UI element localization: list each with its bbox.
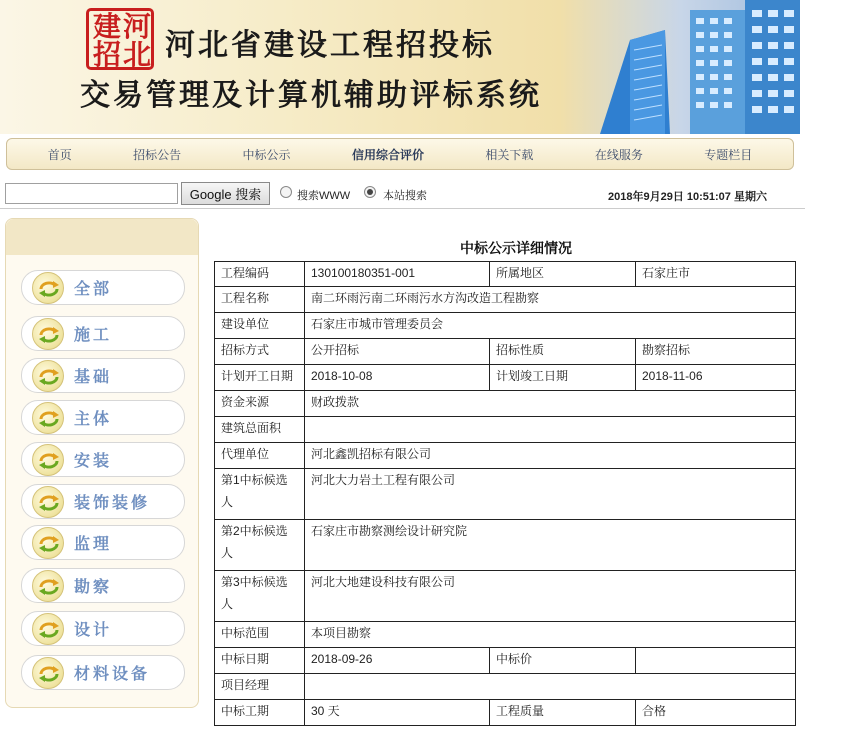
- nav-item-special-topics[interactable]: 专题栏目: [704, 147, 753, 162]
- sidebar-item-label: 装饰装修: [74, 495, 151, 512]
- seal-char: 建: [93, 10, 122, 43]
- value-plan-end: 2018-11-06: [636, 365, 796, 391]
- table-row: [215, 674, 796, 700]
- radio-search-site[interactable]: [364, 186, 376, 198]
- sidebar-item-label: 主体: [74, 411, 113, 428]
- seal-char: 北: [123, 38, 152, 71]
- value-scope: 本项目勘察: [305, 622, 796, 648]
- nav-item-tender-notice[interactable]: 招标公告: [133, 147, 182, 162]
- label-project-name: 工程名称: [215, 287, 305, 313]
- nav-item-credit-evaluation[interactable]: 信用综合评价: [351, 147, 424, 162]
- refresh-arrows-icon: [32, 272, 64, 304]
- label-candidate-3: 第3中标候选人: [215, 571, 305, 622]
- table-row: [215, 391, 796, 417]
- sidebar-item-label: 基础: [74, 369, 113, 386]
- value-project-manager: [305, 674, 796, 700]
- sidebar-item-installation[interactable]: [21, 442, 185, 477]
- label-scope: 中标范围: [215, 622, 305, 648]
- radio-search-www[interactable]: [280, 186, 292, 198]
- refresh-arrows-icon: [32, 613, 64, 645]
- divider: [0, 208, 805, 209]
- label-win-date: 中标日期: [215, 648, 305, 674]
- sidebar-item-main-structure[interactable]: [21, 400, 185, 435]
- logo-seal: [86, 8, 154, 70]
- sidebar-item-label: 勘察: [74, 579, 113, 596]
- label-plan-start: 计划开工日期: [215, 365, 305, 391]
- category-sidebar: [5, 218, 199, 708]
- label-candidate-1: 第1中标候选人: [215, 469, 305, 520]
- sidebar-item-all[interactable]: [21, 270, 185, 305]
- value-bid-nature: 勘察招标: [636, 339, 796, 365]
- label-builder: 建设单位: [215, 313, 305, 339]
- value-fund-source: 财政拨款: [305, 391, 796, 417]
- sidebar-item-label: 施工: [74, 327, 113, 344]
- header-banner: [0, 0, 800, 134]
- sidebar-item-label: 材料设备: [74, 666, 151, 683]
- sidebar-header: [6, 219, 198, 255]
- value-win-date: 2018-09-26: [305, 648, 490, 674]
- page-title: 中标公示详细情况: [460, 240, 572, 256]
- label-project-code: 工程编码: [215, 262, 305, 287]
- sidebar-item-survey[interactable]: [21, 568, 185, 603]
- table-row: [215, 469, 796, 520]
- value-candidate-1: 河北大力岩土工程有限公司: [305, 469, 796, 520]
- seal-char: 招: [93, 38, 122, 71]
- label-region: 所属地区: [490, 262, 636, 287]
- search-input[interactable]: [5, 183, 178, 204]
- site-title-line1: 河北省建设工程招投标: [165, 28, 495, 63]
- value-builder: 石家庄市城市管理委员会: [305, 313, 796, 339]
- nav-item-downloads[interactable]: 相关下载: [485, 147, 534, 162]
- sidebar-item-label: 安装: [74, 453, 113, 470]
- label-agent: 代理单位: [215, 443, 305, 469]
- table-row: [215, 365, 796, 391]
- refresh-arrows-icon: [32, 486, 64, 518]
- value-total-area: [305, 417, 796, 443]
- award-detail-table: [214, 261, 796, 726]
- label-fund-source: 资金来源: [215, 391, 305, 417]
- main-nav: [6, 138, 794, 170]
- sidebar-item-supervision[interactable]: [21, 525, 185, 560]
- refresh-arrows-icon: [32, 318, 64, 350]
- sidebar-item-decoration[interactable]: [21, 484, 185, 519]
- value-bid-method: 公开招标: [305, 339, 490, 365]
- value-project-code: 130100180351-001: [305, 262, 490, 287]
- label-win-price: 中标价: [490, 648, 636, 674]
- label-bid-method: 招标方式: [215, 339, 305, 365]
- value-win-price: [636, 648, 796, 674]
- label-quality: 工程质量: [490, 700, 636, 726]
- sidebar-item-label: 设计: [74, 622, 113, 639]
- refresh-arrows-icon: [32, 360, 64, 392]
- radio-search-site-label: 本站搜索: [383, 190, 427, 202]
- table-row: [215, 262, 796, 287]
- label-bid-nature: 招标性质: [490, 339, 636, 365]
- sidebar-item-label: 监理: [74, 536, 113, 553]
- table-row: [215, 287, 796, 313]
- table-row: [215, 571, 796, 622]
- table-row: [215, 443, 796, 469]
- refresh-arrows-icon: [32, 657, 64, 689]
- refresh-arrows-icon: [32, 570, 64, 602]
- table-row: [215, 648, 796, 674]
- radio-search-www-label: 搜索WWW: [297, 190, 351, 202]
- table-row: [215, 339, 796, 365]
- label-candidate-2: 第2中标候选人: [215, 520, 305, 571]
- table-row: [215, 622, 796, 648]
- table-row: [215, 700, 796, 726]
- value-candidate-2: 石家庄市勘察测绘设计研究院: [305, 520, 796, 571]
- current-datetime: 2018年9月29日 10:51:07 星期六: [608, 191, 767, 203]
- value-project-name: 南二环雨污南二环雨污水方沟改造工程勘察: [305, 287, 796, 313]
- table-row: [215, 313, 796, 339]
- sidebar-item-foundation[interactable]: [21, 358, 185, 393]
- site-title-line2: 交易管理及计算机辅助评标系统: [80, 78, 542, 113]
- refresh-arrows-icon: [32, 444, 64, 476]
- label-duration: 中标工期: [215, 700, 305, 726]
- refresh-arrows-icon: [32, 402, 64, 434]
- value-region: 石家庄市: [636, 262, 796, 287]
- value-agent: 河北鑫凯招标有限公司: [305, 443, 796, 469]
- value-plan-start: 2018-10-08: [305, 365, 490, 391]
- buildings-illustration: [590, 0, 800, 134]
- value-candidate-3: 河北大地建设科技有限公司: [305, 571, 796, 622]
- sidebar-item-construction[interactable]: [21, 316, 185, 351]
- label-plan-end: 计划竣工日期: [490, 365, 636, 391]
- nav-item-award-notice[interactable]: 中标公示: [242, 147, 291, 162]
- sidebar-item-label: 全部: [74, 281, 113, 298]
- refresh-arrows-icon: [32, 527, 64, 559]
- table-row: [215, 520, 796, 571]
- nav-item-online-service[interactable]: 在线服务: [594, 147, 643, 162]
- nav-item-home[interactable]: 首页: [47, 147, 72, 162]
- value-duration: 30 天: [305, 700, 490, 726]
- google-search-button[interactable]: Google 搜索: [181, 182, 270, 205]
- seal-char: 河: [123, 10, 152, 43]
- label-project-manager: 项目经理: [215, 674, 305, 700]
- value-quality: 合格: [636, 700, 796, 726]
- label-total-area: 建筑总面积: [215, 417, 305, 443]
- sidebar-item-materials[interactable]: [21, 655, 185, 690]
- table-row: [215, 417, 796, 443]
- sidebar-item-design[interactable]: [21, 611, 185, 646]
